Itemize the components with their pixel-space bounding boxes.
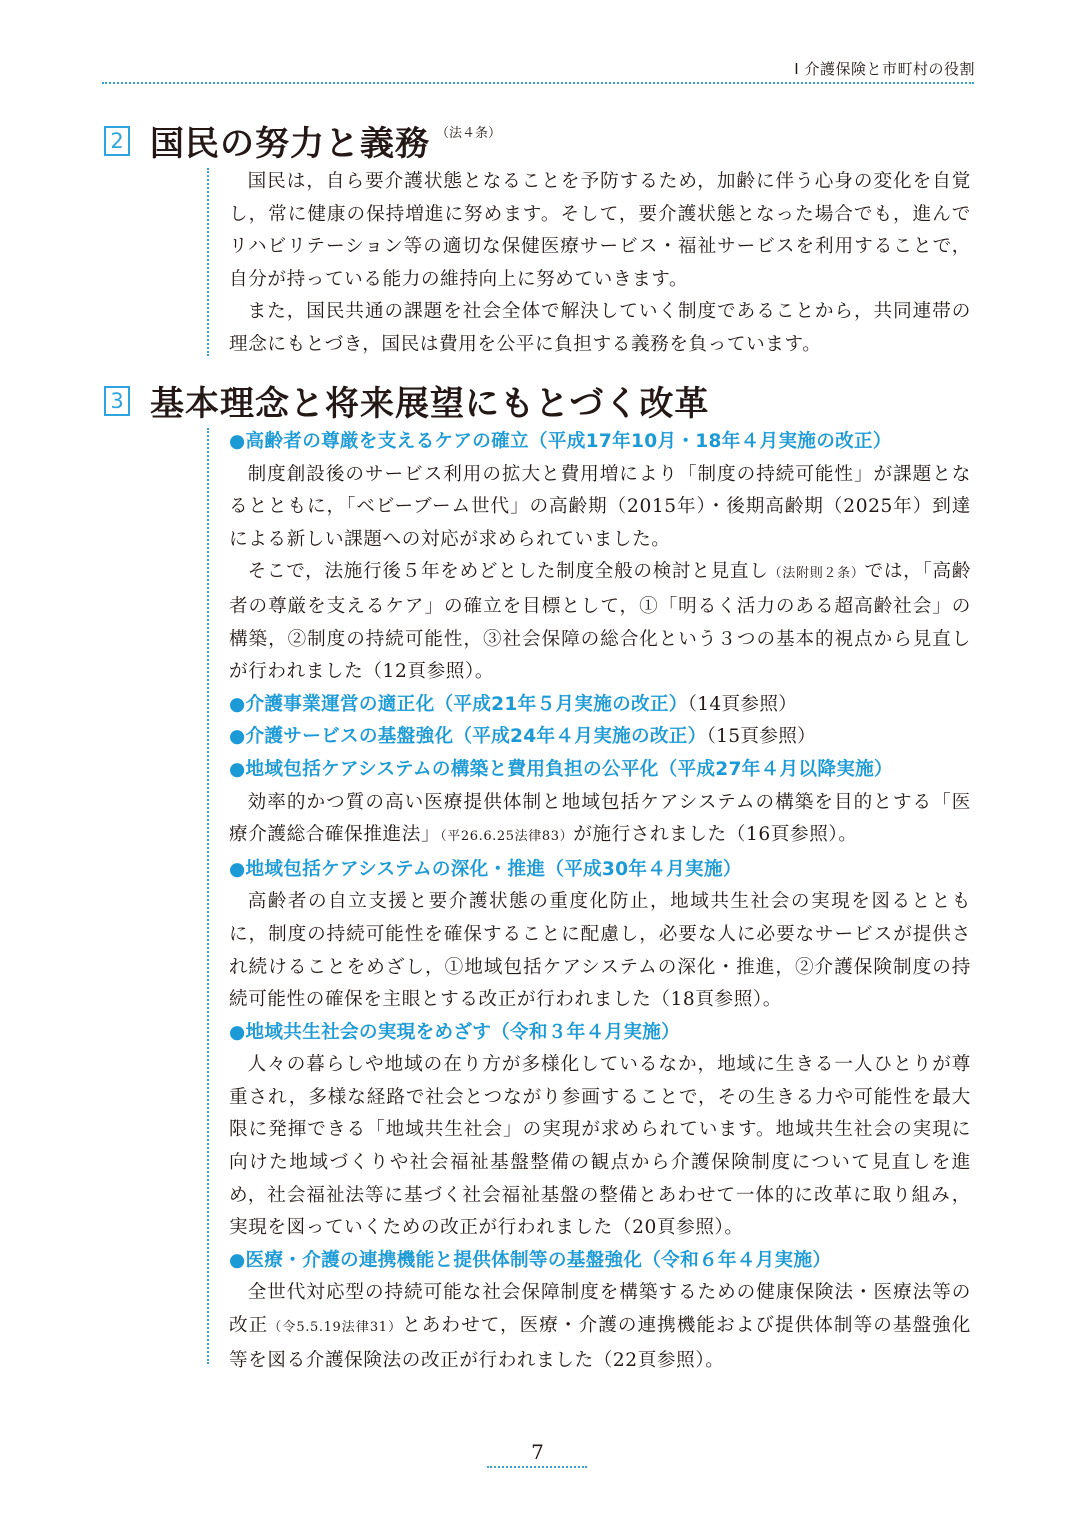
subsection-title: ●介護サービスの基盤強化（平成24年４月実施の改正） [229, 726, 707, 748]
section-number-box: 2 [104, 126, 130, 156]
paragraph: 制度創設後のサービス利用の拡大と費用増により「制度の持続可能性」が課題となるとともに，「ベビーブーム世代」の高齢期（2015年）・後期高齢期（2025年）到達による新しい課題への対応が求められていました。 [229, 463, 971, 550]
law-citation: （法附則２条） [768, 566, 865, 582]
section-law-ref: （法４条） [436, 126, 502, 141]
paragraph-text: そこで，法施行後５年をめどとした制度全般の検討と見直し [247, 561, 769, 583]
paragraph-text: とあわせて，医療・介護の連携機能および提供体制等の基盤強化等を図る介護保険法の改正が行われました（22頁参照）。 [229, 1315, 971, 1371]
paragraph-text: が施行されました（16頁参照）。 [573, 824, 858, 846]
page-number-underline [487, 1466, 587, 1468]
paragraph: また，国民共通の課題を社会全体で解決していく制度であることから，共同連帯の理念にもとづき，国民は費用を公平に負担する義務を負っています。 [229, 301, 971, 355]
section-3-margin-rule [207, 428, 209, 1364]
section-2-margin-rule [207, 168, 209, 356]
paragraph-text: 効率的かつ質の高い医療提供体制と地域包括ケアシステムの構築を目的とする「医療介護総合確保推進法」 [229, 791, 971, 846]
paragraph-text: 全世代対応型の持続可能な社会保障制度を構築するための健康保険法・医療法等の改正 [229, 1282, 971, 1337]
paragraph: 国民は，自ら要介護状態となることを予防するため，加齢に伴う心身の変化を自覚し，常に健康の保持増進に努めます。そして，要介護状態となった場合でも，進んでリハビリテーション等の適切な保健医療サービス・福祉サービスを利用することで，自分が持っている能力の維持向上に努めていきます。 [229, 171, 971, 290]
law-citation: （令5.5.19法律31） [268, 1320, 403, 1336]
chapter-header: Ⅰ 介護保険と市町村の役割 [794, 60, 975, 78]
paragraph-text: では，「高齢者の尊厳を支えるケア」の確立を目標として，①「明るく活力のある超高齢社会」の構築，②制度の持続可能性，③社会保障の総合化という３つの基本的視点から見直しが行われました（12頁参照）。 [229, 561, 971, 683]
paragraph [229, 787, 971, 854]
section-number-box: 3 [104, 386, 130, 416]
section-3-heading [104, 376, 709, 425]
subsection-title: ●介護事業運営の適正化（平成21年５月実施の改正） [229, 693, 688, 715]
law-citation: （平26.6.25法律83） [440, 829, 574, 845]
subsection-heading: ●高齢者の尊厳を支えるケアの確立（平成17年10月・18年４月実施の改正） [229, 431, 892, 452]
paragraph [229, 1277, 971, 1377]
subsection-heading [229, 689, 971, 722]
header-divider [102, 82, 974, 84]
section-3-body [229, 426, 971, 1377]
paragraph [229, 556, 971, 688]
paragraph: 人々の暮らしや地域の在り方が多様化しているなか，地域に生きる一人ひとりが尊重され，多様な経路で社会とつながり参画することで，その生きる力や可能性を最大限に発揮できる「地域共生社会」の実現が求められています。地域共生社会の実現に向けた地域づくりや社会福祉基盤整備の観点から介護保険制度について見直しを進め，社会福祉法等に基づく社会福祉基盤の整備とあわせて一体的に改革に取り組み，実現を図っていくための改正が行われました（20頁参照）。 [229, 1054, 971, 1239]
page-number: 7 [531, 1440, 544, 1464]
section-title: 基本理念と将来展望にもとづく改革 [150, 384, 710, 424]
page-reference: （15頁参照） [706, 726, 816, 748]
paragraph: 高齢者の自立支援と要介護状態の重度化防止，地域共生社会の実現を図るとともに，制度の持続可能性を確保することに配慮し，必要な人に必要なサービスが提供され続けることをめざし，①地域包括ケアシステムの深化・推進，②介護保険制度の持続可能性の確保を主眼とする改正が行われました（18頁参照）。 [229, 891, 971, 1011]
section-2-body [229, 166, 971, 362]
subsection-heading: ●医療・介護の連携機能と提供体制等の基盤強化（令和６年４月実施） [229, 1249, 832, 1271]
section-2-heading [104, 116, 501, 165]
subsection-heading: ●地域包括ケアシステムの構築と費用負担の公平化（平成27年４月以降実施） [229, 758, 893, 780]
subsection-heading: ●地域包括ケアシステムの深化・推進（平成30年４月実施） [229, 858, 742, 880]
subsection-heading [229, 721, 971, 754]
section-title: 国民の努力と義務 [150, 124, 430, 164]
subsection-heading: ●地域共生社会の実現をめざす（令和３年４月実施） [229, 1021, 681, 1043]
page-reference: （14頁参照） [687, 693, 798, 715]
